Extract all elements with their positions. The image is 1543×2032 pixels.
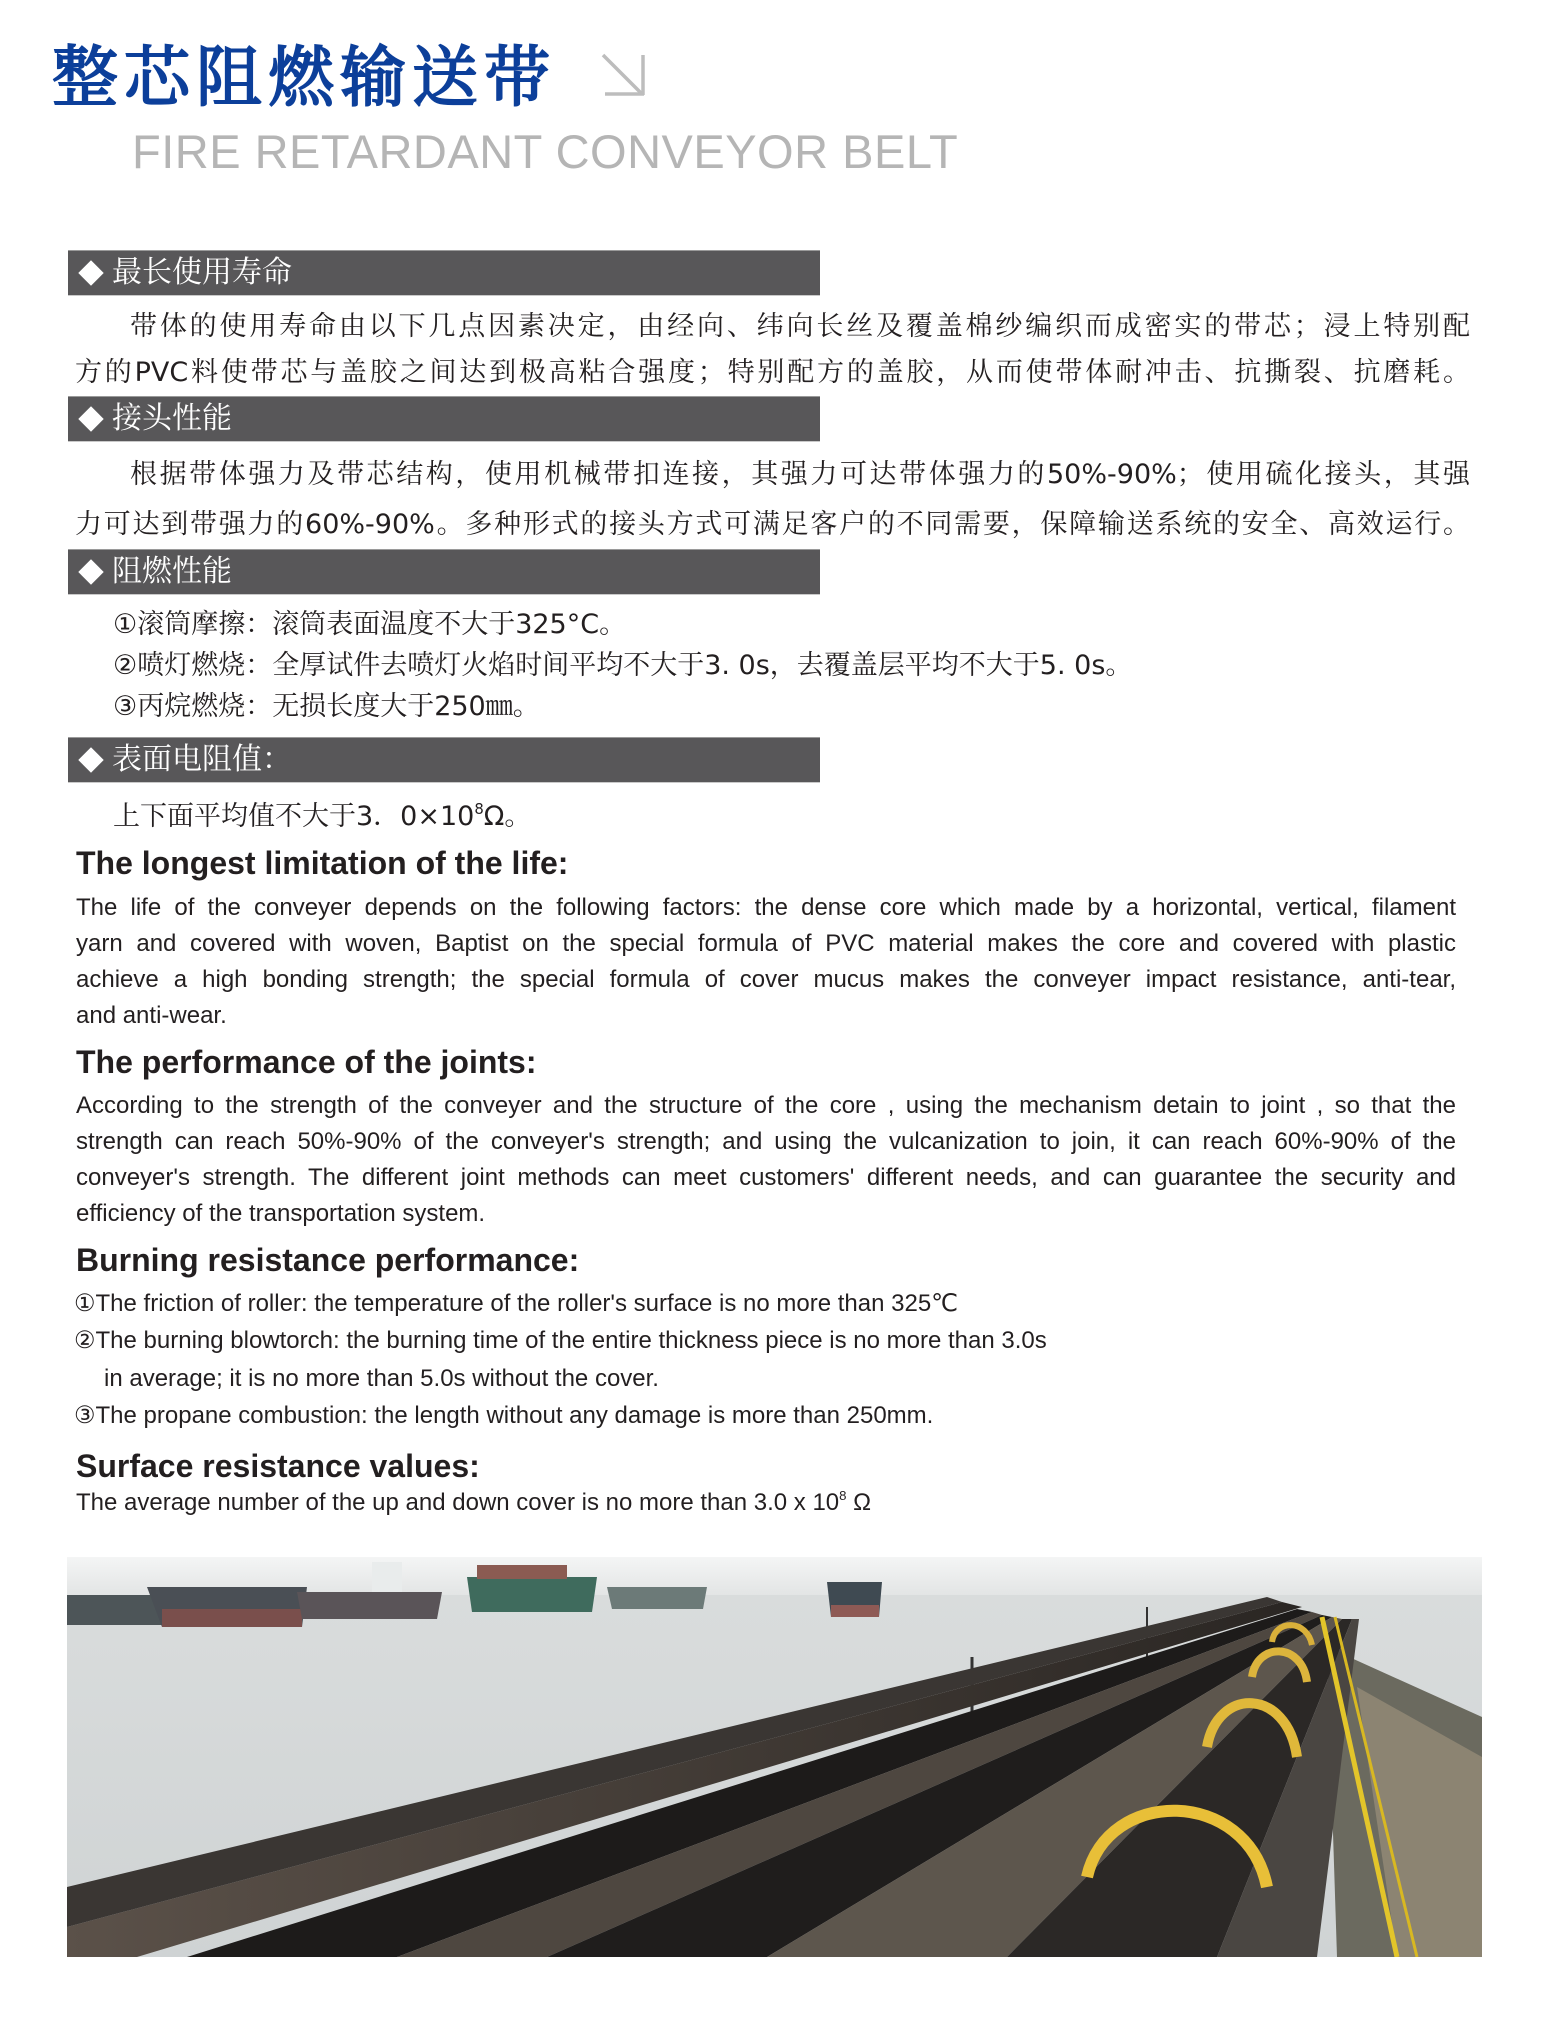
text-line: The life of the conveyer depends on the following factors: the dense core which made by a horizontal, vertical, filament: [76, 894, 1456, 921]
paragraph-joints-cn: [75, 455, 1470, 545]
text-line: efficiency of the transportation system.: [76, 1200, 486, 1227]
text-line: yarn and covered with woven, Baptist on the special formula of PVC material makes the core and covered with plastic: [76, 930, 1456, 957]
photo-illustration: [67, 1557, 1482, 1957]
text-line: conveyer's strength. The different joint methods can meet customers' different needs, and can guarantee the security and: [76, 1164, 1456, 1191]
heading-life-en: The longest limitation of the life:: [76, 845, 569, 881]
text-line: 带体的使用寿命由以下几点因素决定，由经向、纬向长丝及覆盖棉纱编织而成密实的带芯；浸上特别配: [130, 311, 1470, 342]
text-line: strength can reach 50%-90% of the conveyer's strength; and using the vulcanization to join, it can reach 60%-90% of the: [76, 1128, 1456, 1155]
page-title-cn: 整芯阻燃输送带: [52, 39, 556, 116]
text-line: 力可达到带强力的60%-90%。多种形式的接头方式可满足客户的不同需要，保障输送系统的安全、高效运行。: [75, 509, 1470, 540]
heading-resistance-en: Surface resistance values:: [76, 1448, 480, 1484]
page-subtitle-en: FIRE RETARDANT CONVEYOR BELT: [132, 125, 959, 178]
arrow-down-right-icon: [600, 52, 646, 98]
resistance-value-en: [76, 1485, 871, 1521]
section-heading: 表面电阻值：: [112, 742, 292, 777]
paragraph-life-en: [76, 890, 1456, 1034]
list-item-continuation: in average; it is no more than 5.0s without the cover.: [104, 1365, 659, 1392]
list-item: ②The burning blowtorch: the burning time of the entire thickness piece is no more than 3.0s: [74, 1327, 1047, 1354]
list-item: ③The propane combustion: the length without any damage is more than 250mm.: [74, 1402, 934, 1429]
text-line: 根据带体强力及带芯结构，使用机械带扣连接，其强力可达带体强力的50%-90%；使用硫化接头，其强: [130, 459, 1470, 490]
section-bar-flame-cn: [68, 549, 820, 595]
text-line: and anti-wear.: [76, 1002, 227, 1029]
list-item: ②喷灯燃烧：全厚试件去喷灯火焰时间平均不大于3. 0s，去覆盖层平均不大于5. 0s。: [113, 650, 1133, 681]
text-line: 方的PVC料使带芯与盖胶之间达到极高粘合强度；特别配方的盖胶，从而使带体耐冲击、抗撕裂、抗磨耗。: [75, 357, 1470, 388]
heading-joints-en: The performance of the joints:: [76, 1044, 537, 1080]
conveyor-belt-port-photo: [67, 1557, 1482, 1957]
text-after: Ω。: [483, 801, 532, 832]
diamond-bullet-icon: [78, 260, 103, 285]
section-heading: 接头性能: [112, 401, 232, 436]
diamond-bullet-icon: [78, 559, 103, 584]
text-line: achieve a high bonding strength; the special formula of cover mucus makes the conveyer impact resistance, anti-tear,: [76, 966, 1456, 993]
text-after: Ω: [846, 1489, 872, 1516]
list-item: ①滚筒摩擦：滚筒表面温度不大于325°C。: [113, 609, 627, 640]
paragraph-joints-en: [76, 1088, 1456, 1232]
exponent: 8: [474, 799, 484, 818]
section-heading: 最长使用寿命: [112, 255, 292, 290]
diamond-bullet-icon: [78, 406, 103, 431]
text-before: 上下面平均值不大于3．0×10: [113, 801, 475, 832]
section-heading: 阻燃性能: [112, 554, 232, 589]
diamond-bullet-icon: [78, 747, 103, 772]
section-bar-life-cn: [68, 250, 820, 296]
resistance-value-cn: [113, 797, 531, 837]
paragraph-life-cn: [75, 307, 1470, 393]
list-item: ③丙烷燃烧：无损长度大于250㎜。: [113, 691, 540, 722]
heading-burning-en: Burning resistance performance:: [76, 1242, 580, 1278]
section-bar-joints-cn: [68, 396, 820, 442]
exponent: 8: [839, 1488, 847, 1504]
section-bar-resistance-cn: [68, 737, 820, 783]
text-line: According to the strength of the conveyer and the structure of the core , using the mechanism detain to joint , so that the: [76, 1092, 1456, 1119]
list-item: ①The friction of roller: the temperature of the roller's surface is no more than 325℃: [74, 1290, 959, 1317]
text-before: The average number of the up and down cover is no more than 3.0 x 10: [76, 1489, 840, 1516]
